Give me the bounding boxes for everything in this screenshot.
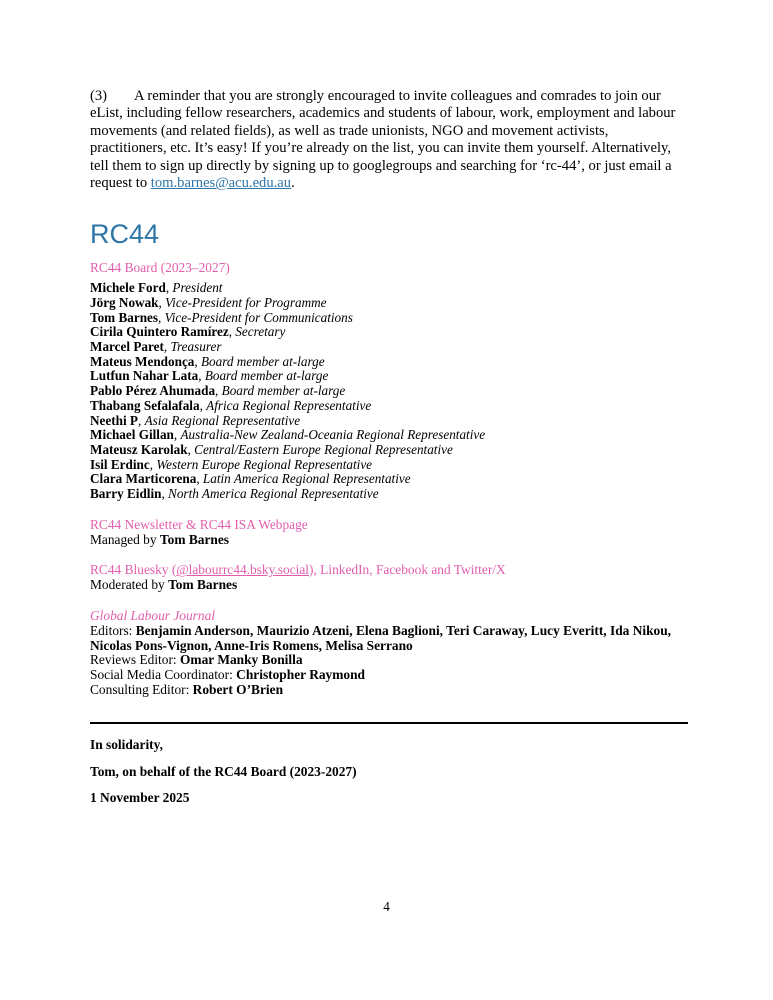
newsletter-title: RC44 Newsletter & RC44 ISA Webpage bbox=[90, 516, 308, 532]
member-name: Jörg Nowak bbox=[90, 294, 159, 310]
signature-line-2: Tom, on behalf of the RC44 Board (2023-2027) bbox=[90, 763, 357, 779]
member-name: Mateusz Karolak bbox=[90, 441, 188, 457]
reviews-editor-label: Reviews Editor: bbox=[90, 652, 181, 668]
editors-line bbox=[90, 624, 684, 654]
board-member-row bbox=[90, 281, 684, 296]
item-number: (3) bbox=[90, 88, 108, 104]
reviews-editor-line bbox=[90, 653, 684, 668]
member-role: North America Regional Representative bbox=[168, 486, 379, 502]
signature-line-3: 1 November 2025 bbox=[90, 790, 190, 806]
editors-names: Benjamin Anderson, Maurizio Atzeni, Elena Baglioni, Teri Caraway, Lucy Everitt, Ida Nikou, Nicolas Pons-Vignon, Anne-Iris Romens, Melisa Serrano bbox=[90, 622, 672, 653]
board-member-row bbox=[90, 311, 684, 326]
signature-line-1: In solidarity, bbox=[90, 736, 163, 752]
member-name: Tom Barnes bbox=[90, 309, 159, 325]
member-role: Board member at-large bbox=[221, 383, 346, 399]
member-separator: , bbox=[163, 339, 171, 355]
moderated-by-name: Tom Barnes bbox=[168, 577, 238, 593]
consulting-editor-line bbox=[90, 683, 684, 698]
moderated-by-text: Moderated by bbox=[90, 577, 169, 593]
social-media-line bbox=[90, 668, 684, 683]
board-member-row bbox=[90, 399, 684, 414]
member-name: Barry Eidlin bbox=[90, 486, 162, 502]
member-role: Vice-President for Communications bbox=[164, 309, 353, 325]
member-role: Board member at-large bbox=[201, 353, 325, 369]
bluesky-title-prefix: RC44 Bluesky ( bbox=[90, 562, 177, 578]
board-member-row bbox=[90, 355, 684, 370]
bluesky-title-suffix: ), LinkedIn, Facebook and Twitter/X bbox=[309, 562, 506, 578]
member-name: Michele Ford bbox=[90, 280, 166, 296]
journal-title: Global Labour Journal bbox=[90, 607, 215, 623]
member-name: Neethi P bbox=[90, 412, 138, 428]
member-separator: , bbox=[198, 368, 205, 384]
moderated-by-line bbox=[90, 578, 684, 593]
member-separator: , bbox=[196, 471, 203, 487]
member-separator: , bbox=[199, 397, 207, 413]
member-role: Board member at-large bbox=[204, 368, 329, 384]
social-media-label: Social Media Coordinator: bbox=[90, 667, 237, 683]
section-heading: RC44 bbox=[90, 219, 160, 250]
board-member-row bbox=[90, 428, 684, 443]
member-name: Thabang Sefalafala bbox=[90, 397, 200, 413]
member-role: Central/Eastern Europe Regional Representative bbox=[194, 441, 453, 457]
member-separator: , bbox=[187, 441, 195, 457]
intro-paragraph bbox=[90, 88, 684, 192]
member-name: Isil Erdinc bbox=[90, 456, 150, 472]
member-name: Mateus Mendonça bbox=[90, 353, 195, 369]
social-media-name: Christopher Raymond bbox=[236, 667, 365, 683]
member-role: President bbox=[172, 280, 223, 296]
board-member-row bbox=[90, 487, 684, 502]
board-member-row bbox=[90, 443, 684, 458]
member-separator: , bbox=[173, 427, 181, 443]
bluesky-handle-link[interactable]: @labourrc44.bsky.social bbox=[176, 562, 310, 578]
member-name: Clara Marticorena bbox=[90, 471, 197, 487]
page-number: 4 bbox=[383, 899, 390, 914]
intro-text: A reminder that you are strongly encouraged to invite colleagues and comrades to join our eList, including fellow researchers, academics and students of labour, work, employment and labour movements (and related fields), as well as trade unionists, NGO and movement activists, practitioners, etc. It’s easy! If you’re already on the list, you can invite them yourself. Alternatively, tell them to sign up directly by signing up to googlegroups and searching for ‘rc-44’, or just email a request to bbox=[90, 88, 676, 192]
member-role: Latin America Regional Representative bbox=[202, 471, 411, 487]
consulting-editor-name: Robert O’Brien bbox=[192, 681, 284, 697]
member-separator: , bbox=[137, 412, 145, 428]
member-separator: , bbox=[215, 383, 222, 399]
member-separator: , bbox=[161, 486, 169, 502]
member-separator: , bbox=[158, 294, 166, 310]
managed-by-text: Managed by bbox=[90, 531, 160, 547]
bluesky-title bbox=[90, 563, 684, 578]
member-name: Michael Gillan bbox=[90, 427, 174, 443]
email-link[interactable]: tom.barnes@acu.edu.au bbox=[150, 175, 292, 192]
board-member-row bbox=[90, 296, 684, 311]
board-member-row bbox=[90, 384, 684, 399]
consulting-editor-label: Consulting Editor: bbox=[90, 681, 193, 697]
member-role: Asia Regional Representative bbox=[144, 412, 301, 428]
member-separator: , bbox=[158, 309, 165, 325]
member-role: Australia-New Zealand-Oceania Regional Representative bbox=[180, 427, 486, 443]
member-role: Treasurer bbox=[170, 339, 222, 355]
board-member-row bbox=[90, 369, 684, 384]
member-role: Secretary bbox=[235, 324, 286, 340]
member-separator: , bbox=[165, 280, 173, 296]
board-member-row bbox=[90, 472, 684, 487]
member-role: Africa Regional Representative bbox=[206, 397, 372, 413]
board-title: RC44 Board (2023–2027) bbox=[90, 260, 230, 276]
editors-label: Editors: bbox=[90, 622, 136, 638]
member-role: Vice-President for Programme bbox=[165, 294, 327, 310]
intro-text-end: . bbox=[291, 175, 295, 192]
member-role: Western Europe Regional Representative bbox=[156, 456, 373, 472]
board-member-row bbox=[90, 414, 684, 429]
member-name: Pablo Pérez Ahumada bbox=[90, 383, 216, 399]
managed-by-name: Tom Barnes bbox=[159, 531, 229, 547]
board-member-row bbox=[90, 325, 684, 340]
member-separator: , bbox=[194, 353, 201, 369]
member-name: Lutfun Nahar Lata bbox=[90, 368, 199, 384]
member-name: Cirila Quintero Ramírez bbox=[90, 324, 229, 340]
member-separator: , bbox=[149, 456, 157, 472]
member-name: Marcel Paret bbox=[90, 339, 164, 355]
board-member-row bbox=[90, 340, 684, 355]
reviews-editor-name: Omar Manky Bonilla bbox=[180, 652, 303, 668]
managed-by-line bbox=[90, 533, 684, 548]
board-list bbox=[90, 281, 684, 502]
member-separator: , bbox=[228, 324, 236, 340]
divider-rule bbox=[90, 722, 688, 724]
board-member-row bbox=[90, 458, 684, 473]
